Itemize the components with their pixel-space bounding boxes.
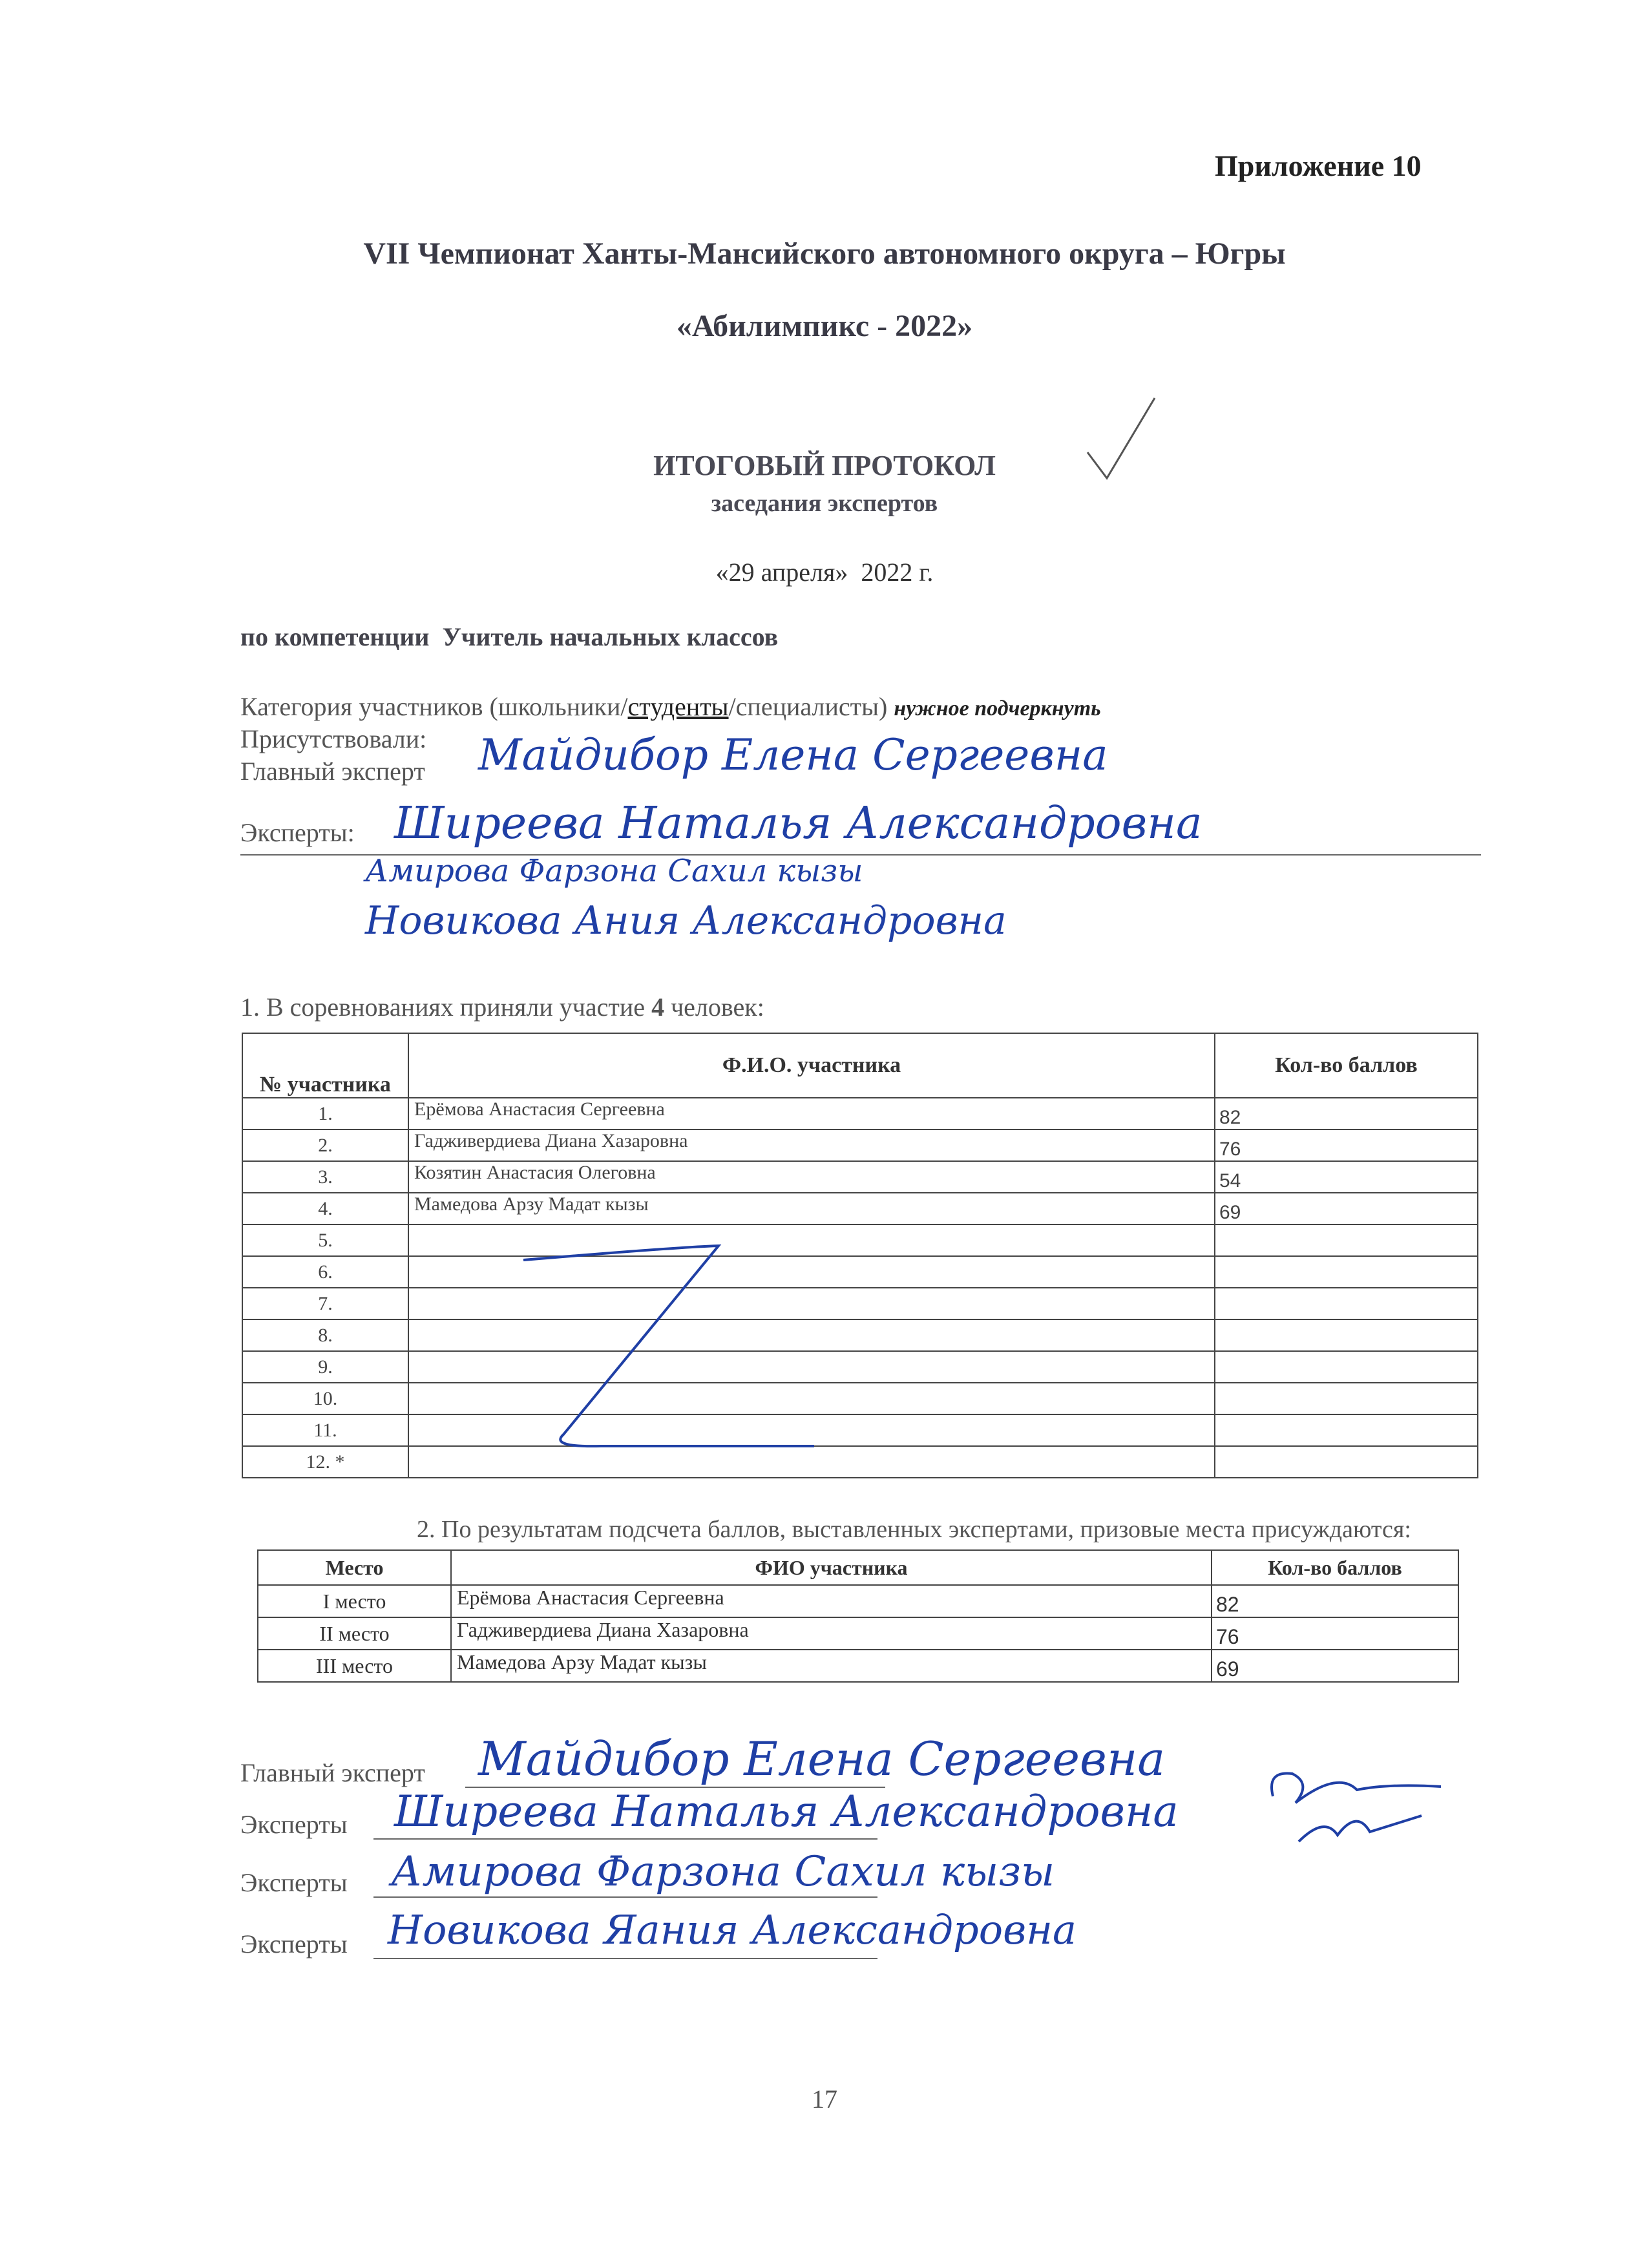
sig-chief-handwritten: Майдибор Елена Сергеевна — [478, 1732, 1166, 1786]
winner-score: 69 — [1212, 1650, 1458, 1682]
participant-name: Гадживердиева Диана Хазаровна — [408, 1129, 1215, 1161]
winners-table — [257, 1549, 1459, 1683]
participant-number: 8. — [242, 1319, 408, 1351]
competence-line — [240, 622, 778, 652]
present-label: Присутствовали: — [240, 724, 427, 753]
winner-score: 76 — [1212, 1617, 1458, 1650]
participant-score — [1215, 1383, 1478, 1414]
table-row — [242, 1446, 1478, 1478]
winner-name: Мамедова Арзу Мадат кызы — [451, 1650, 1212, 1682]
category-line — [240, 691, 1101, 722]
championship-subtitle: «Абилимпикс - 2022» — [676, 309, 973, 343]
winner-score: 82 — [1212, 1585, 1458, 1617]
participant-score: 76 — [1215, 1129, 1478, 1161]
col-participant-score: Кол-во баллов — [1215, 1033, 1478, 1098]
table-row — [242, 1193, 1478, 1224]
participant-score — [1215, 1224, 1478, 1256]
participants-table — [242, 1033, 1478, 1478]
category-selected: студенты — [627, 692, 729, 721]
sig-expert-line-3 — [373, 1958, 877, 1959]
table-row — [242, 1161, 1478, 1193]
participant-name: Мамедова Арзу Мадат кызы — [408, 1193, 1215, 1224]
participant-score: 82 — [1215, 1098, 1478, 1129]
participant-number: 7. — [242, 1288, 408, 1319]
sig-expert-handwritten-1: Ширеева Наталья Александровна — [394, 1787, 1179, 1836]
category-suffix: /специалисты) — [728, 692, 888, 721]
competence-value: Учитель начальных классов — [442, 622, 779, 651]
table-row — [242, 1224, 1478, 1256]
table-row — [242, 1288, 1478, 1319]
col-participant-number: № участника — [242, 1033, 408, 1098]
cancel-stroke-mark — [517, 1241, 827, 1460]
participant-number: 11. — [242, 1414, 408, 1446]
winner-place: III место — [258, 1650, 451, 1682]
checkmark-icon — [1082, 394, 1160, 485]
participant-name: Козятин Анастасия Олеговна — [408, 1161, 1215, 1193]
participant-name: Ерёмова Анастасия Сергеевна — [408, 1098, 1215, 1129]
participant-number: 5. — [242, 1224, 408, 1256]
sig-experts-label-3: Эксперты — [240, 1929, 348, 1958]
expert-handwritten-3: Новикова Ания Александровна — [365, 898, 1007, 943]
participant-number: 6. — [242, 1256, 408, 1288]
winner-place: II место — [258, 1617, 451, 1650]
chief-expert-handwritten: Майдибор Елена Сергеевна — [478, 730, 1108, 780]
participant-number: 10. — [242, 1383, 408, 1414]
table-row — [258, 1617, 1458, 1650]
participant-number: 4. — [242, 1193, 408, 1224]
participant-number: 3. — [242, 1161, 408, 1193]
sig-expert-handwritten-2: Амирова Фарзона Сахил кызы — [391, 1848, 1055, 1896]
winners-intro: 2. По результатам подсчета баллов, выставленных экспертами, призовые места присуждаются: — [417, 1516, 1411, 1543]
category-prefix: Категория участников (школьники/ — [240, 692, 628, 721]
table-row — [242, 1383, 1478, 1414]
sig-expert-line-2 — [373, 1896, 877, 1898]
category-note: нужное подчеркнуть — [894, 697, 1101, 720]
col-participant-name: Ф.И.О. участника — [408, 1033, 1215, 1098]
participant-score — [1215, 1319, 1478, 1351]
protocol-date — [0, 557, 1649, 587]
participants-intro — [240, 992, 764, 1022]
col-winner-name: ФИО участника — [451, 1550, 1212, 1585]
table-row — [242, 1319, 1478, 1351]
protocol-subtitle: заседания экспертов — [711, 490, 938, 517]
sig-expert-line-1 — [373, 1838, 877, 1840]
table-row — [242, 1256, 1478, 1288]
participants-intro-suffix: человек: — [671, 992, 764, 1022]
appendix-label: Приложение 10 — [1215, 149, 1422, 182]
expert-handwritten-2: Амирова Фарзона Сахил кызы — [365, 853, 863, 889]
chief-expert-label: Главный эксперт — [240, 757, 425, 786]
participant-number: 9. — [242, 1351, 408, 1383]
table-row — [242, 1129, 1478, 1161]
participant-score — [1215, 1414, 1478, 1446]
chief-signature-mark — [1260, 1758, 1454, 1867]
participant-score — [1215, 1256, 1478, 1288]
experts-label: Эксперты: — [240, 818, 355, 847]
winner-place: I место — [258, 1585, 451, 1617]
protocol-title: ИТОГОВЫЙ ПРОТОКОЛ — [653, 450, 996, 481]
date-year: 2022 г. — [861, 558, 934, 587]
participant-score — [1215, 1446, 1478, 1478]
expert-handwritten-1: Ширеева Наталья Александровна — [394, 798, 1203, 849]
table-row — [242, 1098, 1478, 1129]
participant-number: 12. * — [242, 1446, 408, 1478]
participant-score: 54 — [1215, 1161, 1478, 1193]
championship-title: VII Чемпионат Ханты-Мансийского автономного округа – Югры — [363, 236, 1286, 271]
participant-number: 1. — [242, 1098, 408, 1129]
page-number: 17 — [812, 2084, 837, 2114]
sig-expert-handwritten-3: Новикова Яания Александровна — [388, 1906, 1077, 1953]
sig-experts-label-2: Эксперты — [240, 1868, 348, 1897]
sig-experts-label-1: Эксперты — [240, 1810, 348, 1839]
date-day: «29 апреля» — [715, 558, 848, 587]
participants-count: 4 — [651, 992, 665, 1022]
table-row — [242, 1414, 1478, 1446]
sig-chief-label: Главный эксперт — [240, 1758, 425, 1787]
table-row — [258, 1650, 1458, 1682]
participant-score — [1215, 1288, 1478, 1319]
table-row — [258, 1585, 1458, 1617]
participant-number: 2. — [242, 1129, 408, 1161]
winner-name: Ерёмова Анастасия Сергеевна — [451, 1585, 1212, 1617]
col-place: Место — [258, 1550, 451, 1585]
participant-score — [1215, 1351, 1478, 1383]
col-winner-score: Кол-во баллов — [1212, 1550, 1458, 1585]
competence-label: по компетенции — [240, 622, 430, 651]
participants-intro-prefix: 1. В соревнованиях приняли участие — [240, 992, 646, 1022]
table-row — [242, 1351, 1478, 1383]
winner-name: Гадживердиева Диана Хазаровна — [451, 1617, 1212, 1650]
participant-score: 69 — [1215, 1193, 1478, 1224]
